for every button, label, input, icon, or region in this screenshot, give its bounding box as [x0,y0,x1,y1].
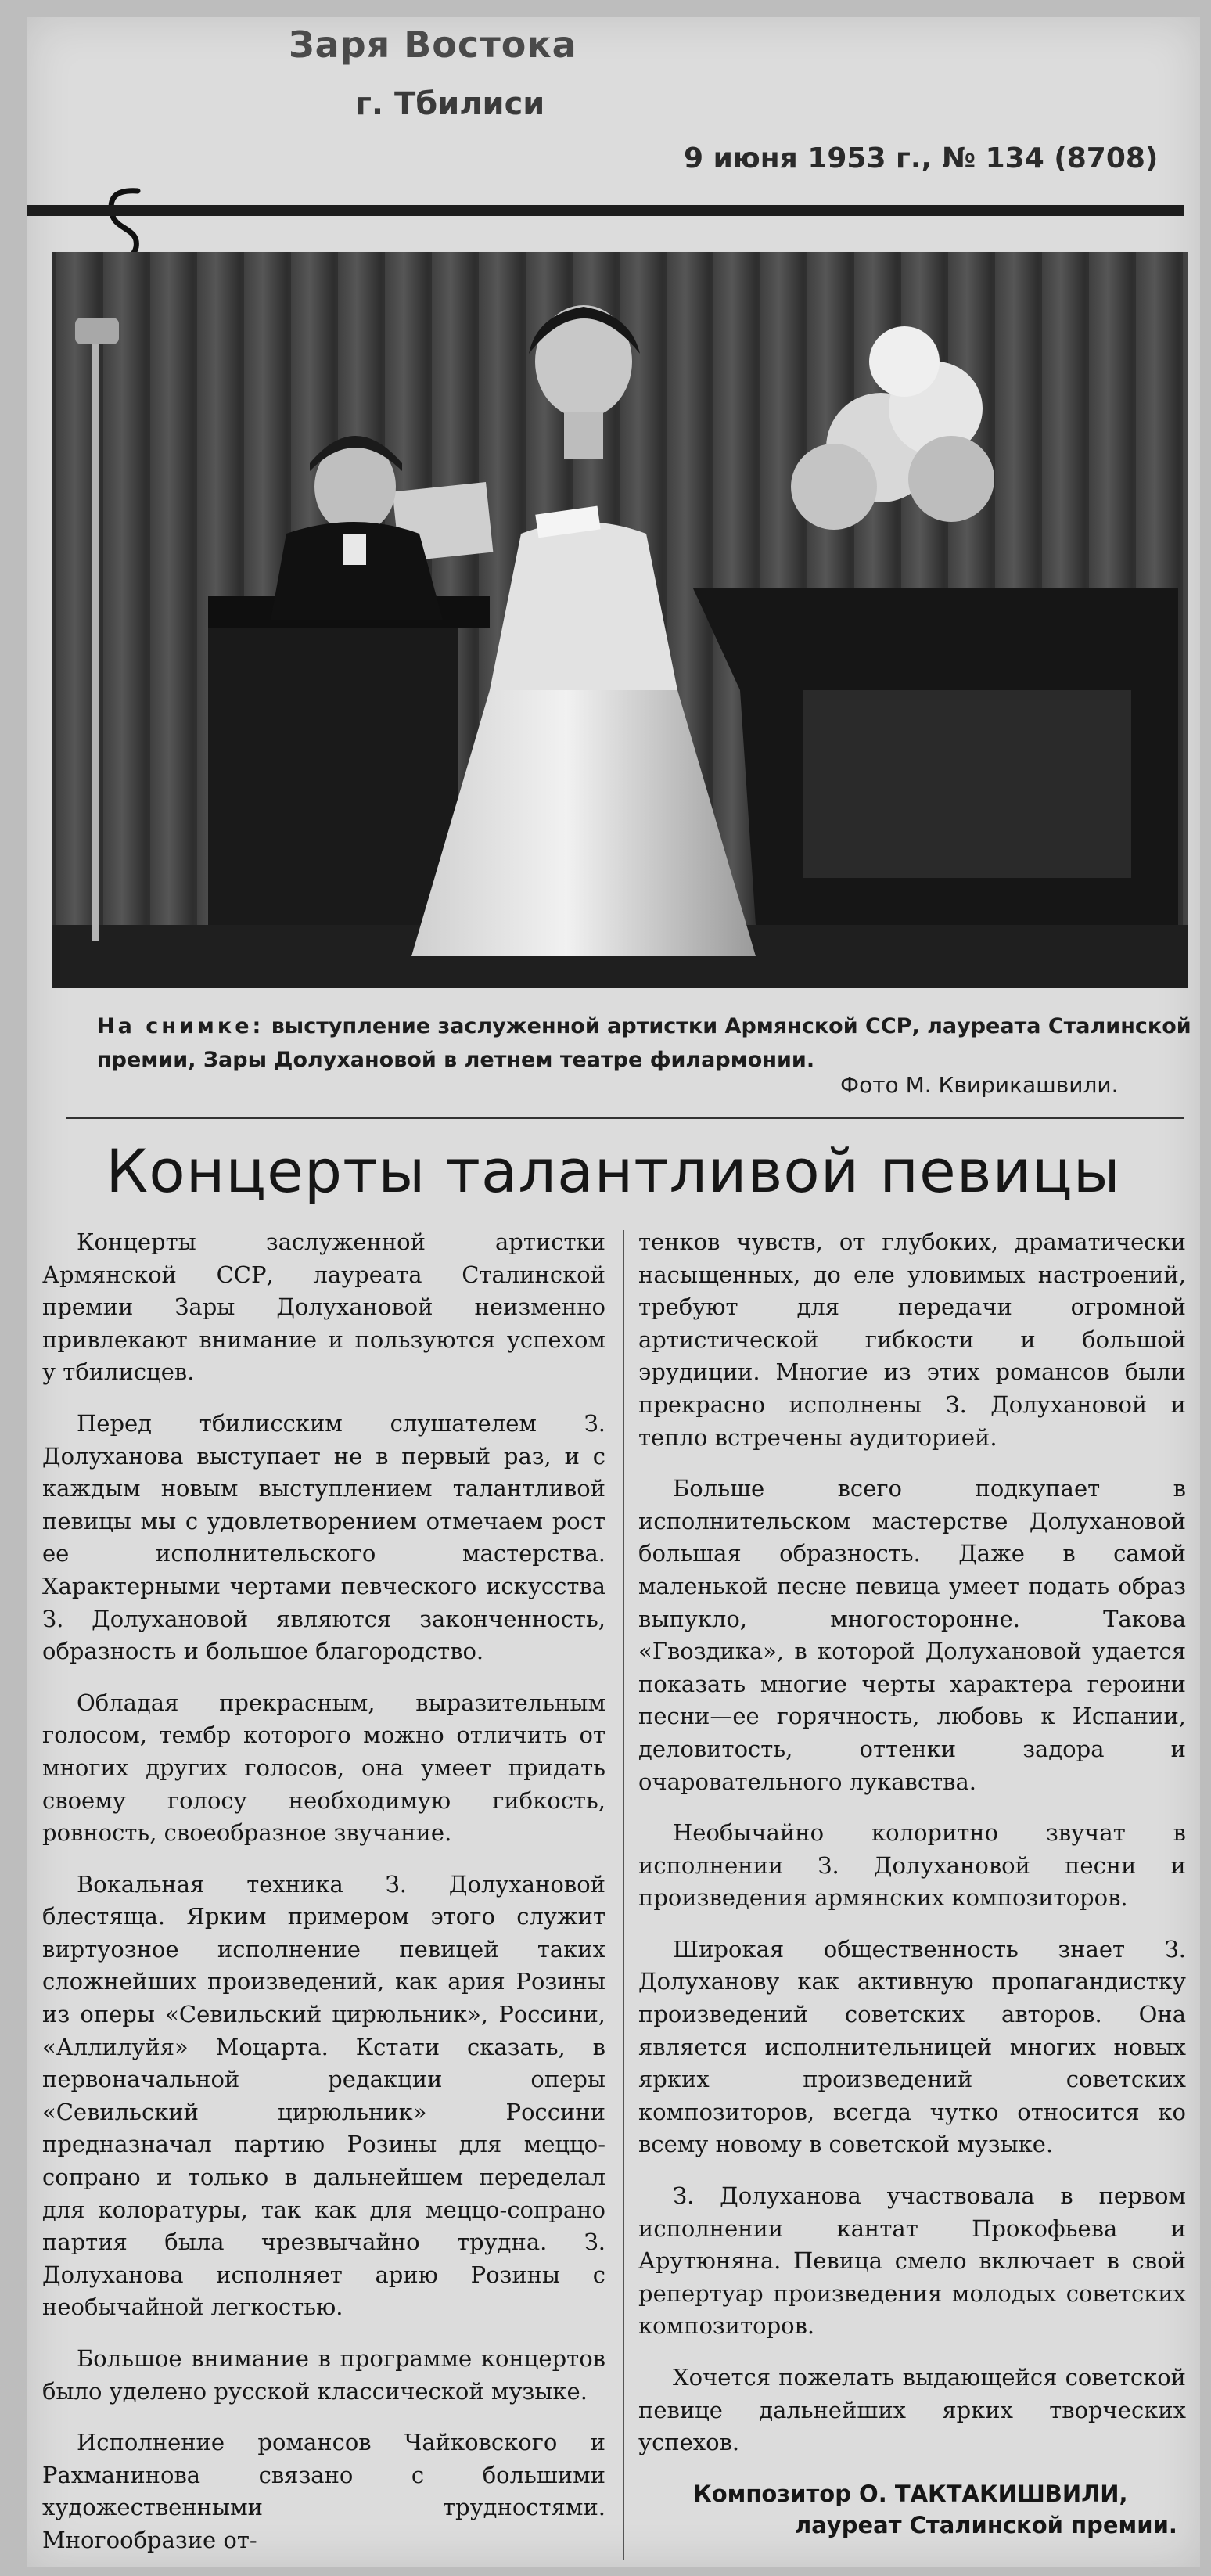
city-stamp: г. Тбилиси [355,86,545,122]
photo-illustration [52,252,1188,988]
paragraph: Обладая прекрасным, выразительным голосом, тембр которого можно отличить от многих других голосов, она умеет придать своему голосу необходимую гибкость, ровность, своеобразное звучание. [42,1689,606,1847]
paragraph: Концерты заслуженной артистки Армянской ССР, лауреата Сталинской премии Зары Долухановой неизменно привлекают внимание и пользуются успехом у тбилисцев. [42,1229,606,1386]
photo-caption [97,1009,1208,1077]
photo-credit: Фото М. Квирикашвили. [840,1072,1119,1098]
author-name: Композитор О. ТАКТАКИШВИЛИ, [693,2480,1128,2507]
paragraph-continuation: тенков чувств, от глубоких, драматически насыщенных, до еле уловимых настроений, требуют для передачи огромной артистической гибкости и большой эрудиции. Многие из этих романсов были прекрасно исполнены З. Долухановой и тепло встречены аудиторией. [638,1229,1186,1451]
article-left-column [42,1226,606,2576]
paragraph: Больше всего подкупает в исполнительском мастерстве Долухановой большая образность. Даже в самой маленькой песне певица умеет подать образ выпукло, многосторонне. Такова «Гвоздика», в которой Долухановой удается показать многие черты характера героини песни—ее горячность, любовь к Испании, деловитость, оттенки задора и очаровательного лукавства. [638,1475,1186,1795]
article-right-column [638,1226,1186,2541]
paragraph: Перед тбилисским слушателем З. Долуханова выступает не в первый раз, и с каждым новым выступлением талантливой певицы мы с удовлетворением отмечаем рост ее исполнительского мастерства. Характерными чертами певческого искусства З. Долухановой являются законченность, образность и большое благородство. [42,1409,606,1665]
newspaper-clipping [27,17,1200,2567]
caption-rule [66,1117,1184,1119]
paragraph: Необычайно колоритно звучат в исполнении З. Долухановой песни и произведения армянских композиторов. [638,1819,1186,1912]
top-rule [27,205,1184,216]
concert-photo [52,252,1188,988]
author-signature [638,2478,1186,2541]
newspaper-name-stamp: Заря Востока [289,23,577,66]
paragraph: Вокальная техника З. Долухановой блестяща. Ярким примером этого служит виртуозное исполнение певицей таких сложнейших произведений, как ария Розины из оперы «Севильский цирюльник», Россини, «Аллилуйя» Моцарта. Кстати сказать, в первоначальной редакции оперы «Севильский цирюльник» Россини предназначал партию Розины для меццо-сопрано и только в дальнейшем переделал для колоратуры, так как для меццо-сопрано партия была чрезвычайно трудна. З. Долуханова исполняет арию Розины с необычайной легкостью. [42,1870,606,2321]
paragraph: Хочется пожелать выдающейся советской певице дальнейших ярких творческих успехов. [638,2364,1186,2456]
issue-date-number: 9 июня 1953 г., № 134 (8708) [684,142,1159,174]
caption-text: выступление заслуженной артистки Армянской ССР, лауреата Сталинской премии, Зары Долухановой в летнем театре филармонии. [97,1014,1191,1072]
author-title: лауреат Сталинской премии. [795,2511,1177,2538]
paragraph: Исполнение романсов Чайковского и Рахманинова связано с большими художественными трудностями. Многообразие от- [42,2429,606,2553]
paragraph: Широкая общественность знает З. Долуханову как активную пропагандистку произведений советских авторов. Она является исполнительницей многих новых ярких произведений советских композиторов, всегда чутко относится ко всему новому в советской музыке. [638,1935,1186,2158]
caption-lead: На снимке: [97,1014,264,1038]
paragraph: З. Долуханова участвовала в первом исполнении кантат Прокофьева и Арутюняна. Певица смело включает в свой репертуар произведения молодых советских композиторов. [638,2182,1186,2340]
article-headline: Концерты талантливой певицы [106,1136,1121,1206]
column-divider [623,1230,624,2560]
paragraph: Большое внимание в программе концертов было уделено русской классической музыке. [42,2345,606,2405]
